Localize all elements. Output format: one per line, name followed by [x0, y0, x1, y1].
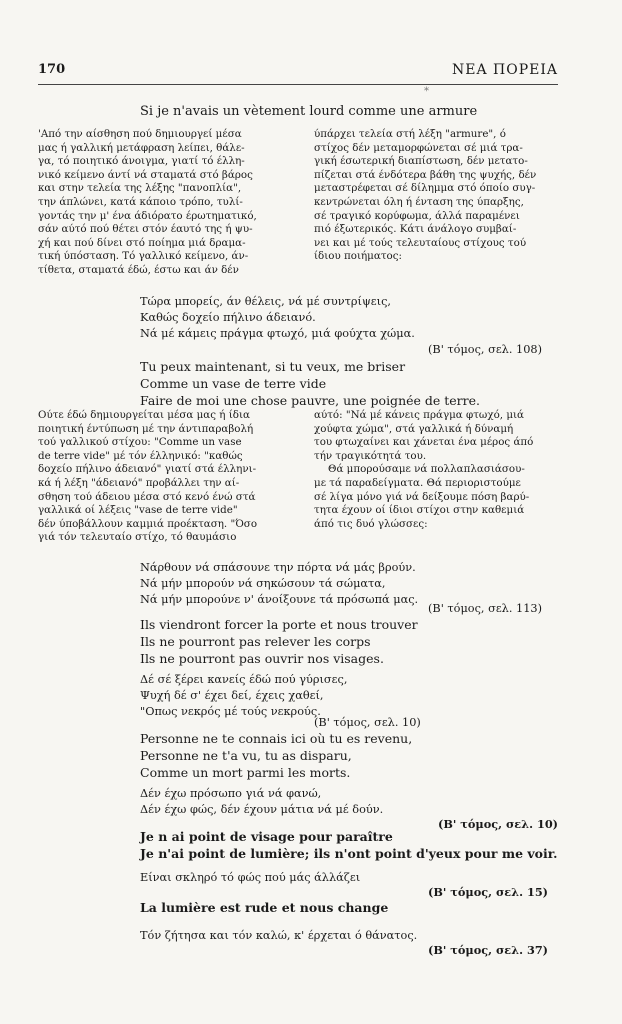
text-line: με τά παραδείγματα. Θά περιοριστούμε	[314, 476, 521, 489]
citation-ref-2: (Β' τόμος, σελ. 113)	[428, 602, 542, 615]
greek-verse-6	[140, 928, 417, 944]
text-line: ύπάρχει τελεία στή λέξη "armure", ό	[314, 128, 506, 140]
page-header	[38, 62, 558, 82]
text-line: μεταστρέφεται σέ δίλημμα στό όποίο συγ-	[314, 182, 536, 195]
left-column-paragraph-1	[38, 128, 298, 278]
verse-line: "Οπως νεκρός μέ τούς νεκρούς.	[140, 705, 321, 718]
text-line: και στην τελεία της λέξης "πανοπλία",	[38, 182, 242, 195]
greek-verse-3	[140, 672, 347, 720]
verse-line: Je n ai point de visage pour paraître	[140, 829, 393, 844]
text-line: νει και μέ τούς τελευταίους στίχους τού	[314, 236, 527, 249]
text-line: σέ τραγικό κορύφωμα, άλλά παραμένει	[314, 209, 520, 222]
verse-line: Τόν ζήτησα και τόν καλώ, κ' έρχεται ό θάνατος.	[140, 929, 418, 942]
verse-line: Comme un vase de terre vide	[140, 376, 327, 391]
citation-ref-1: (Β' τόμος, σελ. 108)	[428, 343, 542, 356]
text-line: 'Από την αίσθηση πού δημιουργεί μέσα	[38, 128, 242, 140]
verse-line: Τώρα μπορείς, άν θέλεις, νά μέ συντρίψεις,	[140, 295, 391, 308]
text-line: τού γαλλικού στίχου: "Comme un vase	[38, 436, 242, 449]
greek-verse-1	[140, 294, 415, 342]
verse-line: Je n'ai point de lumière; ils n'ont point d'yeux pour me voir.	[140, 846, 558, 861]
verse-line: Faire de moi une chose pauvre, une poignée de terre.	[140, 393, 480, 408]
text-line: του φτωχαίνει και χάνεται ένα μέρος άπό	[314, 436, 534, 449]
verse-line: Comme un mort parmi les morts.	[140, 765, 351, 780]
verse-line: Νά μέ κάμεις πράγμα φτωχό, μιά φούχτα χώμα.	[140, 327, 415, 340]
ornament-mark: *	[424, 86, 429, 97]
text-line: δέν ύποβάλλουν καμμιά προέκταση. "Όσο	[38, 517, 258, 530]
verse-line: Νά μήν μπορούνε ν' άνοίξουνε τά πρόσωπά μας.	[140, 593, 419, 606]
quoted-verse-heading: Si je n'avais un vètement lourd comme une armure	[140, 104, 478, 119]
text-line: γοντάς την μ' ένα άδιόρατο έρωτηματικό,	[38, 209, 257, 222]
greek-verse-2	[140, 560, 418, 608]
text-line: δοχείο πήλινο άδειανό" γιατί στά έλληνι-	[38, 463, 257, 476]
text-line: μας ή γαλλική μετάφραση λείπει, θάλε-	[38, 141, 245, 154]
text-line: Ούτε έδώ δημιουργείται μέσα μας ή ίδια	[38, 409, 250, 421]
verse-line: Νάρθουν νά σπάσουνε την πόρτα νά μάς βρούν.	[140, 561, 416, 574]
text-line: χή και πού δίνει στό ποίημα μιά δραμα-	[38, 236, 246, 249]
citation-ref-5: (Β' τόμος, σελ. 15)	[428, 885, 549, 899]
text-line: την άπλώνει, κατά κάποιο τρόπο, τυλί-	[38, 195, 243, 208]
text-line: τητα έχουν οί ίδιοι στίχοι στην καθεμιά	[314, 504, 525, 517]
text-line: σάν αύτό πού θέτει στόν έαυτό της ή ψυ-	[38, 223, 253, 236]
greek-verse-4	[140, 786, 383, 818]
verse-line: Tu peux maintenant, si tu veux, me briser	[140, 359, 406, 374]
text-line: τήν τραγικότητά του.	[314, 449, 427, 462]
text-line: νικό κείμενο άντί νά σταματά στό βάρος	[38, 168, 253, 181]
citation-ref-3: (Β' τόμος, σελ. 10)	[314, 716, 421, 729]
text-line: σθηση τού άδειου μέσα στό κενό ένώ στά	[38, 490, 256, 503]
text-line: άπό τις δυό γλώσσες:	[314, 517, 428, 530]
running-head: ΝΕΑ ΠΟΡΕΙΑ	[452, 62, 558, 78]
text-line: γική έσωτερική διαπίστωση, δέν μετατο-	[314, 155, 528, 168]
right-column-paragraph-2	[314, 409, 562, 531]
verse-line: Είναι σκληρό τό φώς πού μάς άλλάζει	[140, 871, 361, 884]
text-line: γιά τόν τελευταίο στίχο, τό θαυμάσιο	[38, 531, 237, 544]
citation-ref-6: (Β' τόμος, σελ. 37)	[428, 943, 549, 957]
verse-line: Καθώς δοχείο πήλινο άδειανό.	[140, 311, 316, 324]
right-column-paragraph-1	[314, 128, 562, 264]
text-line: γαλλικά οί λέξεις "vase de terre vide"	[38, 504, 238, 517]
text-line: τίθετα, σταματά έδώ, έστω και άν δέν	[38, 263, 239, 276]
verse-line: Personne ne te connais ici où tu es revenu,	[140, 731, 413, 746]
text-line: αύτό: "Νά μέ κάνεις πράγμα φτωχό, μιά	[314, 409, 525, 421]
text-line: de terre vide" μέ τόν έλληνικό: "καθώς	[38, 449, 243, 462]
verse-line: Ils ne pourront pas ouvrir nos visages.	[140, 651, 384, 666]
text-line: πίζεται στά ένδότερα βάθη της ψυχής, δέν	[314, 168, 537, 181]
text-line: τική ύπόσταση. Τό γαλλικό κείμενο, άν-	[38, 250, 249, 263]
french-verse-4	[140, 828, 558, 862]
left-column-paragraph-2	[38, 409, 298, 545]
citation-ref-4: (Β' τόμος, σελ. 10)	[438, 817, 559, 831]
page-number: 170	[38, 62, 66, 77]
header-rule	[38, 84, 558, 85]
french-verse-3	[140, 730, 412, 781]
text-line: κεντρώνεται όλη ή ένταση της ύπαρξης,	[314, 195, 524, 208]
verse-line: Δέν έχω φώς, δέν έχουν μάτια νά μέ δούν.	[140, 803, 384, 816]
greek-verse-5	[140, 870, 360, 886]
french-verse-1	[140, 358, 480, 409]
text-line: χούφτα χώμα", στά γαλλικά ή δύναμή	[314, 422, 514, 435]
verse-line: Ils viendront forcer la porte et nous trouver	[140, 617, 418, 632]
text-line: κά ή λέξη "άδειανό" προβάλλει την αί-	[38, 476, 240, 489]
text-line: σέ λίγα μόνο γιά νά δείξουμε πόση βαρύ-	[314, 490, 530, 503]
verse-line: Personne ne t'a vu, tu as disparu,	[140, 748, 352, 763]
verse-line: Δέ σέ ξέρει κανείς έδώ πού γύρισες,	[140, 673, 348, 686]
text-line: γα, τό ποιητικό άνοιγμα, γιατί τό έλλη-	[38, 155, 245, 168]
text-line: ποιητική έντύπωση μέ την άντιπαραβολή	[38, 422, 254, 435]
verse-line: Ψυχή δέ σ' έχει δεί, έχεις χαθεί,	[140, 689, 324, 702]
verse-line: La lumière est rude et nous change	[140, 900, 389, 915]
text-line: Θά μπορούσαμε νά πολλαπλασιάσου-	[328, 463, 525, 476]
verse-line: Νά μήν μπορούν νά σηκώσουν τά σώματα,	[140, 577, 386, 590]
text-line: ίδιου ποιήματος:	[314, 250, 402, 263]
verse-line: Ils ne pourront pas relever les corps	[140, 634, 371, 649]
text-line: πιό έξωτερικός. Κάτι άνάλογο συμβαί-	[314, 223, 517, 236]
french-verse-5	[140, 899, 388, 916]
verse-line: Δέν έχω πρόσωπο γιά νά φανώ,	[140, 787, 322, 800]
french-verse-2	[140, 616, 418, 667]
text-line: στίχος δέν μεταμορφώνεται σέ μιά τρα-	[314, 141, 523, 154]
